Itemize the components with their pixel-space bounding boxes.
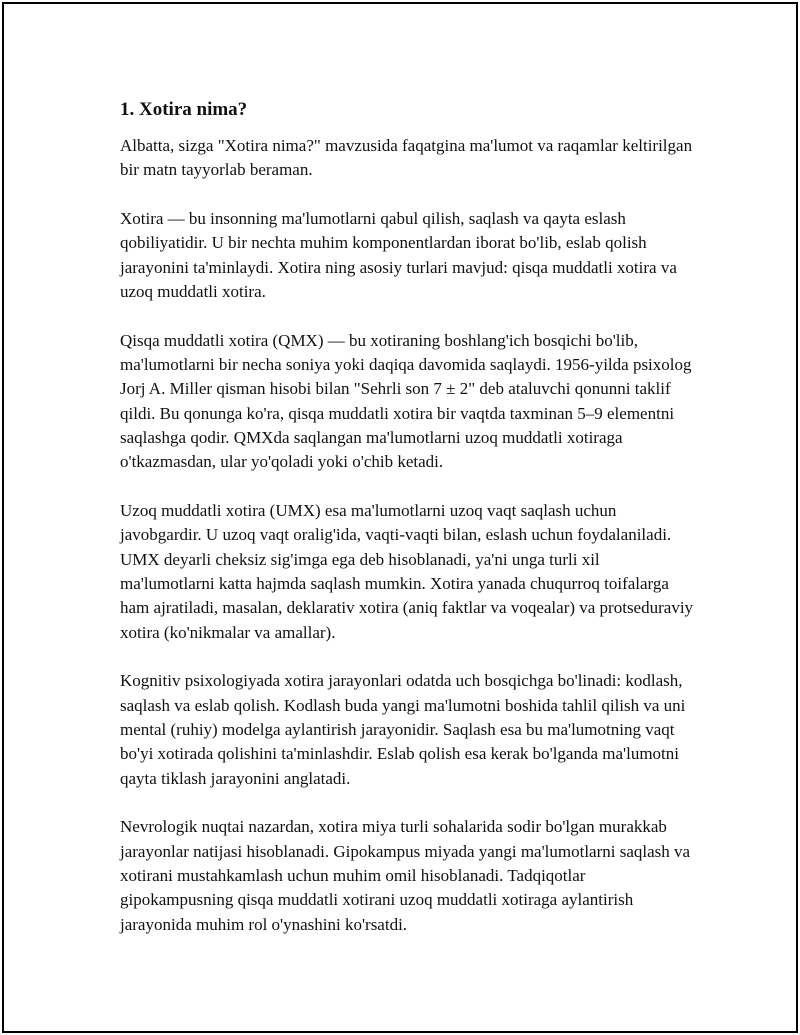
section-heading: 1. Xotira nima? [120,99,248,120]
paragraph-long-term-memory: Uzoq muddatli xotira (UMX) esa ma'lumotlarni uzoq vaqt saqlash uchun javobgardir. U uzoq vaqt oralig'ida, vaqti-vaqti bilan, eslash uchun foydalaniladi. UMX deyarli cheksiz sig'imga ega deb hisoblanadi, ya'ni unga turli xil ma'lumotlarni katta hajmda saqlash mumkin. Xotira yanada chuqurroq toifalarga ham ajratiladi, masalan, deklarativ xotira (aniq faktlar va voqealar) va protseduraviy xotira (ko'nikmalar va amallar). [120,501,694,642]
document-body [120,96,695,961]
page-frame [2,2,798,1033]
paragraph-intro: Albatta, sizga "Xotira nima?" mavzusida faqatgina ma'lumot va raqamlar keltirilgan bir matn tayyorlab beraman. [120,136,693,180]
paragraph-memory-processes: Kognitiv psixologiyada xotira jarayonlari odatda uch bosqichga bo'linadi: kodlash, saqlash va eslab qolish. Kodlash buda yangi ma'lumotni boshida tahlil qilish va uni mental (ruhiy) modelga aylantirish jarayonidir. Saqlash esa bu ma'lumotning vaqt bo'yi xotirada qolishini ta'minlashdir. Eslab qolish esa kerak bo'lganda ma'lumotni qayta tiklash jarayonini anglatadi. [120,671,686,788]
paragraph-short-term-memory: Qisqa muddatli xotira (QMX) — bu xotiraning boshlang'ich bosqichi bo'lib, ma'lumotlarni bir necha soniya yoki daqiqa davomida saqlaydi. 1956-yilda psixolog Jorj A. Miller qisman hisobi bilan "Sehrli son 7 ± 2" deb ataluvchi qonunni taklif qildi. Bu qonunga ko'ra, qisqa muddatli xotira bir vaqtda taxminan 5–9 elementni saqlashga qodir. QMXda saqlangan ma'lumotlarni uzoq muddatli xotiraga o'tkazmasdan, ular yo'qoladi yoki o'chib ketadi. [120,330,692,472]
paragraph-neurology: Nevrologik nuqtai nazardan, xotira miya turli sohalarida sodir bo'lgan murakkab jarayonlar natijasi hisoblanadi. Gipokampus miyada yangi ma'lumotlarni saqlash va xotirani mustahkamlash uchun muhim omil hisoblanadi. Tadqiqotlar gipokampusning qisqa muddatli xotirani uzoq muddatli xotiraga aylantirish jarayonida muhim rol o'ynashini ko'rsatdi. [120,817,691,934]
paragraph-definition: Xotira — bu insonning ma'lumotlarni qabul qilish, saqlash va qayta eslash qobiliyatidir. U bir nechta muhim komponentlardan iborat bo'lib, eslab qolish jarayonini ta'minlaydi. Xotira ning asosiy turlari mavjud: qisqa muddatli xotira va uzoq muddatli xotira. [120,209,677,301]
